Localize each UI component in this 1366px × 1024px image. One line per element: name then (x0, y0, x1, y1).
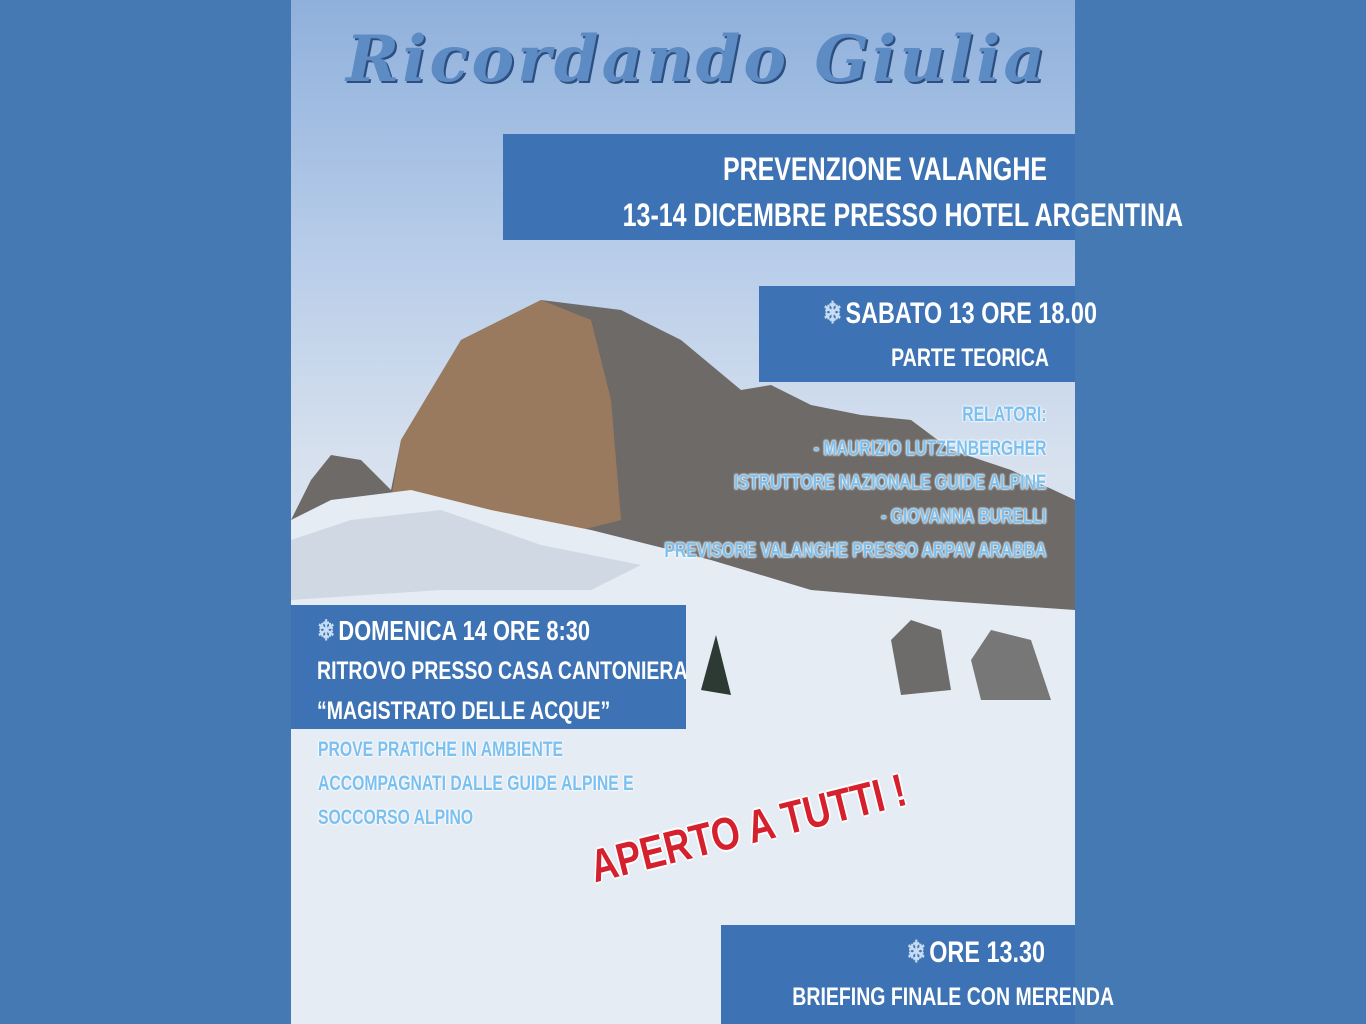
speaker-role: ISTRUTTORE NAZIONALE GUIDE ALPINE (734, 471, 1047, 494)
final-briefing: BRIEFING FINALE CON MERENDA (792, 983, 1115, 1011)
final-time: ORE 13.30 (929, 936, 1045, 969)
sunday-banner (291, 605, 686, 729)
poster-title: Ricordando Giulia (346, 22, 1048, 97)
speakers-list (537, 398, 1047, 568)
practice-line: SOCCORSO ALPINO (318, 806, 474, 829)
event-poster (291, 0, 1183, 1024)
snowflake-icon: ❄ (822, 297, 843, 330)
header-topic: PREVENZIONE VALANGHE (722, 151, 1047, 187)
saturday-session: PARTE TEORICA (891, 344, 1049, 372)
snowflake-icon: ❄ (906, 936, 927, 969)
speaker-role: PREVISORE VALANGHE PRESSO ARPAV ARABBA (664, 539, 1047, 562)
header-dates: 13-14 DICEMBRE PRESSO HOTEL ARGENTINA (622, 197, 1183, 233)
sunday-meeting-point: RITROVO PRESSO CASA CANTONIERA (317, 657, 688, 685)
practice-line: ACCOMPAGNATI DALLE GUIDE ALPINE E (318, 772, 634, 795)
sunday-time: DOMENICA 14 ORE 8:30 (338, 615, 591, 646)
speaker-name: - GIOVANNA BURELLI (881, 505, 1047, 528)
practice-line: PROVE PRATICHE IN AMBIENTE (318, 738, 564, 761)
saturday-banner (759, 286, 1097, 382)
saturday-time: SABATO 13 ORE 18.00 (845, 297, 1097, 330)
header-banner (503, 134, 1183, 240)
final-banner (721, 925, 1115, 1024)
speaker-name: - MAURIZIO LUTZENBERGHER (814, 437, 1047, 460)
sunday-location: “MAGISTRATO DELLE ACQUE” (317, 697, 611, 725)
open-to-all: APERTO A TUTTI ! (584, 763, 912, 893)
snowflake-icon: ❄ (317, 615, 336, 646)
speakers-heading: RELATORI: (962, 403, 1047, 426)
